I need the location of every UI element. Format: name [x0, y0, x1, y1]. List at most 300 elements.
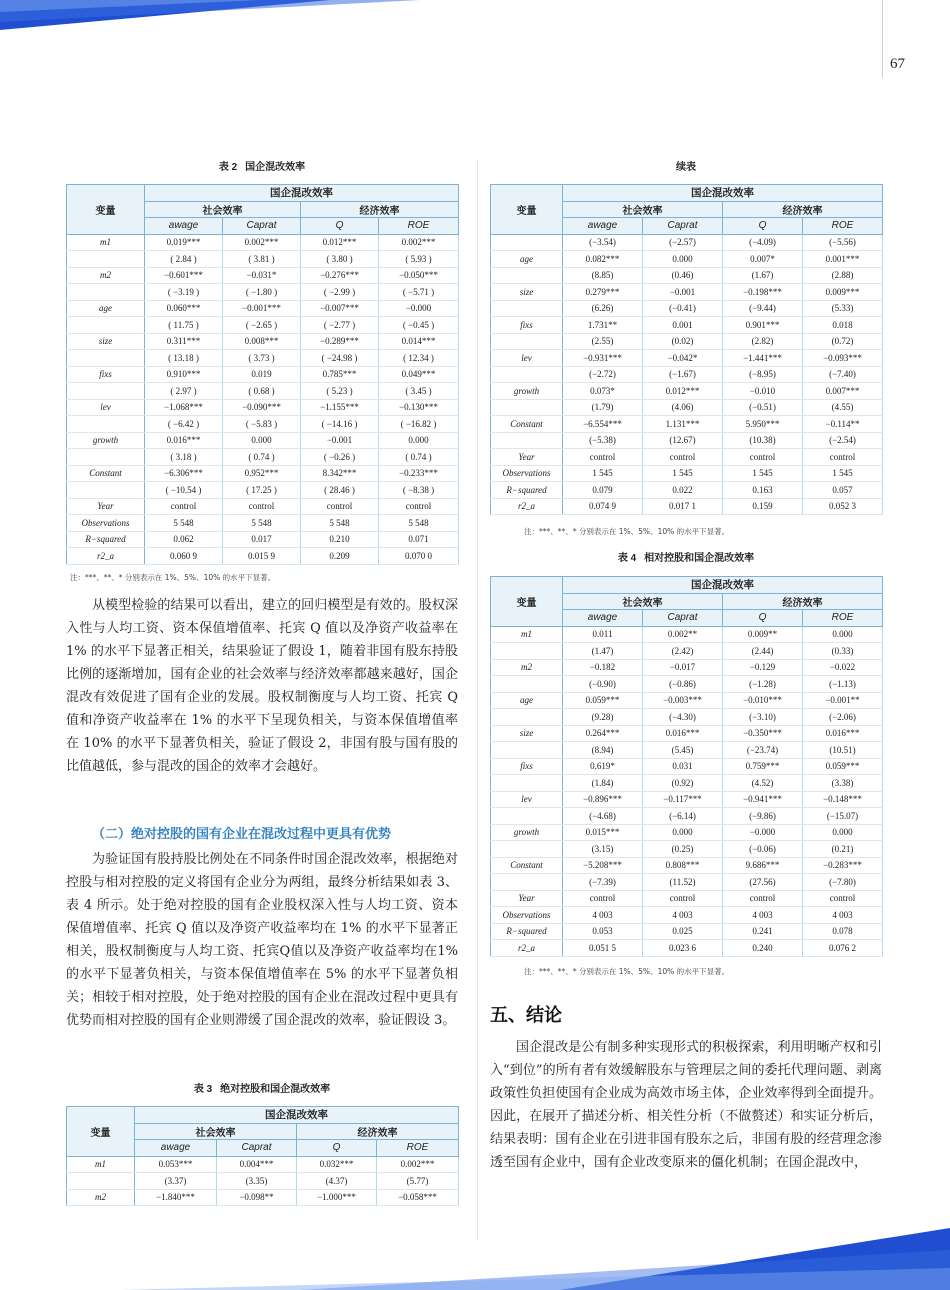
- row-label: [67, 383, 145, 400]
- table-cell: 0.007*: [723, 251, 803, 268]
- row-label: [491, 742, 563, 759]
- table-cell: 0.000: [643, 251, 723, 268]
- table-cell: (0.46): [643, 267, 723, 284]
- row-label: [491, 366, 563, 383]
- table-cell: 1 545: [643, 465, 723, 482]
- table-cell: (−1.67): [643, 366, 723, 383]
- table-cell: 0.311***: [145, 333, 223, 350]
- table-cell: −0.283***: [803, 857, 883, 874]
- table-cell: 0.017: [223, 531, 301, 548]
- table-cell: −0.289***: [301, 333, 379, 350]
- table-cell: control: [803, 449, 883, 466]
- continued-table-title: 续表: [676, 162, 696, 173]
- col-header: Caprat: [223, 218, 301, 235]
- table-cell: 0.209: [301, 548, 379, 565]
- table-cell: 0.000: [379, 432, 459, 449]
- table4-caption: 相对控股和国企混改效率: [644, 553, 755, 564]
- col-header: Caprat: [643, 610, 723, 627]
- table-cell: 0.073*: [563, 383, 643, 400]
- table-cell: −6.554***: [563, 416, 643, 433]
- table-cell: 1.131***: [643, 416, 723, 433]
- table-cell: 0.009**: [723, 626, 803, 643]
- table-row: [491, 857, 883, 874]
- table-cell: ( −16.82 ): [379, 416, 459, 433]
- col-header: Q: [301, 218, 379, 235]
- table-cell: 0.002***: [379, 234, 459, 251]
- table-cell: 0.052 3: [803, 498, 883, 515]
- table-cell: −0.129: [723, 659, 803, 676]
- table-cell: −0.896***: [563, 791, 643, 808]
- table-cell: (−0.86): [643, 676, 723, 693]
- table-cell: ( −0.45 ): [379, 317, 459, 334]
- table-cell: 0.009***: [803, 284, 883, 301]
- table-cell: 1 545: [803, 465, 883, 482]
- table-cell: 0.163: [723, 482, 803, 499]
- table2-label: 表 2: [218, 162, 238, 173]
- table-row: [491, 709, 883, 726]
- table-cell: 0.910***: [145, 366, 223, 383]
- table-row: [491, 824, 883, 841]
- table-cell: ( −5.71 ): [379, 284, 459, 301]
- row-label: fixs: [67, 366, 145, 383]
- table-cell: (27.56): [723, 874, 803, 891]
- row-label: [491, 267, 563, 284]
- table-cell: 0.000: [223, 432, 301, 449]
- table-cell: 0.016***: [803, 725, 883, 742]
- table-row: [491, 758, 883, 775]
- table-cell: (−1.28): [723, 676, 803, 693]
- table-cell: −1.840***: [135, 1189, 217, 1206]
- table-cell: (−0.06): [723, 841, 803, 858]
- row-label: Observations: [67, 515, 145, 532]
- table-row: [67, 548, 459, 565]
- row-label: growth: [491, 383, 563, 400]
- table-cell: (1.84): [563, 775, 643, 792]
- table-cell: 0.785***: [301, 366, 379, 383]
- table-cell: 0.808***: [643, 857, 723, 874]
- table-row: [491, 333, 883, 350]
- table-cell: 0.011: [563, 626, 643, 643]
- table-cell: (−7.39): [563, 874, 643, 891]
- table-cell: 0.070 0: [379, 548, 459, 565]
- group-header: 国企混改效率: [135, 1107, 459, 1124]
- table-cell: −0.001***: [223, 300, 301, 317]
- table-row: [491, 659, 883, 676]
- table-row: [491, 874, 883, 891]
- table-cell: 0.012***: [301, 234, 379, 251]
- row-label: Year: [67, 498, 145, 515]
- body-paragraph-3: [490, 1036, 882, 1174]
- table-cell: 0.076 2: [803, 940, 883, 957]
- table-cell: (10.38): [723, 432, 803, 449]
- table-cell: ( 3.80 ): [301, 251, 379, 268]
- table-row: [67, 284, 459, 301]
- table-row: [67, 399, 459, 416]
- col-header: awage: [135, 1140, 217, 1157]
- table-cell: (−7.40): [803, 366, 883, 383]
- col-header: Q: [297, 1140, 377, 1157]
- table-cell: 0.014***: [379, 333, 459, 350]
- table-cell: 0.279***: [563, 284, 643, 301]
- table4-label: 表 4: [617, 553, 637, 564]
- table-cell: (0.72): [803, 333, 883, 350]
- row-label: [491, 709, 563, 726]
- table-row: [67, 300, 459, 317]
- table-cell: 0.023 6: [643, 940, 723, 957]
- table-cell: −0.017: [643, 659, 723, 676]
- table-cell: (−0.90): [563, 676, 643, 693]
- economic-header: 经济效率: [297, 1123, 459, 1140]
- table-cell: ( 5.93 ): [379, 251, 459, 268]
- table-cell: (6.26): [563, 300, 643, 317]
- table-cell: 5 548: [379, 515, 459, 532]
- table-cell: ( 0.74 ): [223, 449, 301, 466]
- row-label: Constant: [491, 416, 563, 433]
- table-cell: ( 11.75 ): [145, 317, 223, 334]
- table-cell: (0.02): [643, 333, 723, 350]
- table-row: [67, 465, 459, 482]
- social-header: 社会效率: [563, 593, 723, 610]
- table-cell: −0.058***: [377, 1189, 459, 1206]
- table-cell: (0.21): [803, 841, 883, 858]
- table4: [490, 576, 883, 957]
- table-cell: (5.45): [643, 742, 723, 759]
- table-cell: −0.010***: [723, 692, 803, 709]
- table-cell: (3.15): [563, 841, 643, 858]
- table-row: [67, 350, 459, 367]
- table-cell: 0.007***: [803, 383, 883, 400]
- row-label: m1: [67, 1156, 135, 1173]
- table4-note: 注：***、**、* 分别表示在 1%、5%、10% 的水平下显著。: [524, 967, 730, 976]
- table-cell: 0.074 9: [563, 498, 643, 515]
- table-cell: −0.093***: [803, 350, 883, 367]
- table-cell: ( 2.97 ): [145, 383, 223, 400]
- social-header: 社会效率: [563, 201, 723, 218]
- table-row: [491, 267, 883, 284]
- row-label: fixs: [491, 317, 563, 334]
- row-label: [67, 284, 145, 301]
- continued-table-note: 注：***、**、* 分别表示在 1%、5%、10% 的水平下显著。: [524, 527, 730, 536]
- row-label: [491, 300, 563, 317]
- table-cell: ( −6.42 ): [145, 416, 223, 433]
- row-label: [67, 482, 145, 499]
- body-paragraph-1: [66, 594, 458, 778]
- row-label: r2_a: [491, 940, 563, 957]
- row-label: age: [67, 300, 145, 317]
- paragraph-text: 从模型检验的结果可以看出，建立的回归模型是有效的。股权深入性与人均工资、资本保值增值率、托宾 Q 值以及净资产收益率在 1% 的水平下显著正相关，结果验证了假设 1，随着非国有股东持股比例的逐渐增加，国有企业的社会效率与经济效率都越来越好，国企混改有效促进了国有企业的发展。股权制衡度与人均工资、托宾 Q 值和净资产收益率在 1% 的水平下呈现负相关，与资本保值增值率在 10% 的水平下显著负相关，验证了假设 2，非国有股与国有股的比值越低，参与混改的国企的效率才会越好。: [66, 598, 458, 774]
- var-header: 变量: [491, 577, 563, 627]
- table-cell: ( 3.18 ): [145, 449, 223, 466]
- table-cell: control: [145, 498, 223, 515]
- table-cell: (−9.44): [723, 300, 803, 317]
- row-label: R−squared: [67, 531, 145, 548]
- table-cell: 0.053***: [135, 1156, 217, 1173]
- table-row: [67, 333, 459, 350]
- table-cell: 0.022: [643, 482, 723, 499]
- table-cell: 4 003: [643, 907, 723, 924]
- table-cell: −0.001: [301, 432, 379, 449]
- table-cell: ( −10.54 ): [145, 482, 223, 499]
- col-header: ROE: [803, 610, 883, 627]
- table-row: [491, 234, 883, 251]
- table2-note: 注：***、**、* 分别表示在 1%、5%、10% 的水平下显著。: [70, 573, 276, 582]
- table-row: [491, 791, 883, 808]
- table-cell: (11.52): [643, 874, 723, 891]
- paragraph-text: 国企混改是公有制多种实现形式的积极探索，利用明晰产权和引入“到位”的所有者有效缓解股东与管理层之间的委托代理问题、剥离政策性负担使国有企业成为高效市场主体，企业效率得到全面提升。因此，在展开了描述分析、相关性分析（不做赘述）和实证分析后，结果表明：国有企业在引进非国有股东之后，非国有股的经营理念渗透至国有企业中，国有企业改变原来的僵化机制；在国企混改中，: [490, 1040, 882, 1170]
- table-row: [491, 940, 883, 957]
- table-cell: −5.208***: [563, 857, 643, 874]
- group-header: 国企混改效率: [563, 185, 883, 202]
- table-row: [491, 890, 883, 907]
- row-label: [67, 251, 145, 268]
- table-cell: ( −3.19 ): [145, 284, 223, 301]
- table-cell: control: [563, 890, 643, 907]
- table-cell: 0.015 9: [223, 548, 301, 565]
- table-row: [491, 284, 883, 301]
- table-cell: −1.068***: [145, 399, 223, 416]
- table-cell: 4 003: [723, 907, 803, 924]
- table-cell: 1.731**: [563, 317, 643, 334]
- table-cell: ( 5.23 ): [301, 383, 379, 400]
- table-cell: control: [301, 498, 379, 515]
- table-cell: ( −24.98 ): [301, 350, 379, 367]
- table-cell: (0.25): [643, 841, 723, 858]
- table-cell: 0.057: [803, 482, 883, 499]
- table-cell: 5 548: [223, 515, 301, 532]
- section-heading: 五、结论: [490, 1005, 562, 1025]
- table-cell: (−2.54): [803, 432, 883, 449]
- table-cell: control: [723, 890, 803, 907]
- table-cell: −0.001: [643, 284, 723, 301]
- table-row: [491, 482, 883, 499]
- table-row: [491, 498, 883, 515]
- table-cell: (−6.14): [643, 808, 723, 825]
- table-row: [491, 449, 883, 466]
- table-cell: (1.67): [723, 267, 803, 284]
- row-label: Year: [491, 890, 563, 907]
- table-cell: (−8.95): [723, 366, 803, 383]
- var-header: 变量: [491, 185, 563, 235]
- table-cell: 0.001***: [803, 251, 883, 268]
- table-cell: (−4.30): [643, 709, 723, 726]
- table-row: [491, 692, 883, 709]
- row-label: [67, 1173, 135, 1190]
- table-row: [491, 643, 883, 660]
- table-cell: 0.619*: [563, 758, 643, 775]
- table-cell: −0.042*: [643, 350, 723, 367]
- social-header: 社会效率: [135, 1123, 297, 1140]
- table-cell: (2.88): [803, 267, 883, 284]
- table2-title: [66, 158, 458, 173]
- col-header: ROE: [377, 1140, 459, 1157]
- row-label: size: [491, 284, 563, 301]
- table3-title: [66, 1080, 458, 1095]
- var-header: 变量: [67, 185, 145, 235]
- row-label: [491, 676, 563, 693]
- row-label: m1: [491, 626, 563, 643]
- table-cell: −0.050***: [379, 267, 459, 284]
- table-cell: 0.000: [643, 824, 723, 841]
- table-cell: (4.52): [723, 775, 803, 792]
- table-row: [67, 449, 459, 466]
- table-cell: (−15.07): [803, 808, 883, 825]
- table-cell: (4.06): [643, 399, 723, 416]
- table-cell: 9.686***: [723, 857, 803, 874]
- table-row: [491, 465, 883, 482]
- table-cell: −0.931***: [563, 350, 643, 367]
- economic-header: 经济效率: [723, 593, 883, 610]
- table-cell: (−1.13): [803, 676, 883, 693]
- table-cell: −0.007***: [301, 300, 379, 317]
- row-label: [491, 775, 563, 792]
- table-row: [67, 515, 459, 532]
- top-decoration: [0, 0, 950, 40]
- row-label: [491, 399, 563, 416]
- row-label: [67, 317, 145, 334]
- table-row: [67, 1189, 459, 1206]
- table-cell: 0.062: [145, 531, 223, 548]
- table-cell: −0.130***: [379, 399, 459, 416]
- row-label: [491, 234, 563, 251]
- table-cell: ( 3.45 ): [379, 383, 459, 400]
- table-cell: 0.001: [643, 317, 723, 334]
- table-cell: (−5.38): [563, 432, 643, 449]
- table-cell: (10.51): [803, 742, 883, 759]
- table-cell: ( −2.65 ): [223, 317, 301, 334]
- table-cell: 0.018: [803, 317, 883, 334]
- col-header: Caprat: [643, 218, 723, 235]
- group-header: 国企混改效率: [145, 185, 459, 202]
- table-cell: 4 003: [563, 907, 643, 924]
- table-cell: 0.901***: [723, 317, 803, 334]
- table-cell: 0.051 5: [563, 940, 643, 957]
- column-divider: [477, 160, 478, 1240]
- paragraph-text: 为验证国有股持股比例处在不同条件时国企混改效率，根据绝对控股与相对控股的定义将国有企业分为两组，最终分析结果如表 3、表 4 所示。处于绝对控股的国有企业股权深入性与人均工资、资本保值增值率、托宾 Q 值以及净资产收益率均在 1% 的水平下显著正相关，股权制衡度与人均工资、托宾Q值以及净资产收益率均在1%的水平下显著负相关，与资本保值增值率在 5% 的水平下显著负相关；相较于相对控股，处于绝对控股的国有企业在混改过程中更具有优势而相对控股的国有企业则滞缓了国企混改的效率，验证假设 3。: [66, 852, 458, 1028]
- col-header: Q: [723, 218, 803, 235]
- table-row: [67, 531, 459, 548]
- table-cell: −1.000***: [297, 1189, 377, 1206]
- table-cell: 0.210: [301, 531, 379, 548]
- table-cell: (−4.68): [563, 808, 643, 825]
- table-cell: ( 0.74 ): [379, 449, 459, 466]
- table-cell: (3.38): [803, 775, 883, 792]
- row-label: fixs: [491, 758, 563, 775]
- table-cell: 0.071: [379, 531, 459, 548]
- table-cell: −0.000: [379, 300, 459, 317]
- table-cell: control: [379, 498, 459, 515]
- table-cell: −0.601***: [145, 267, 223, 284]
- table-cell: 0.017 1: [643, 498, 723, 515]
- table-row: [67, 267, 459, 284]
- table-cell: (3.35): [217, 1173, 297, 1190]
- table-cell: 0.012***: [643, 383, 723, 400]
- row-label: Observations: [491, 907, 563, 924]
- table-cell: −0.098**: [217, 1189, 297, 1206]
- row-label: Constant: [67, 465, 145, 482]
- row-label: m2: [67, 267, 145, 284]
- table-cell: 0.159: [723, 498, 803, 515]
- table-cell: ( −2.77 ): [301, 317, 379, 334]
- table-cell: 0.031: [643, 758, 723, 775]
- subsection-heading: （二）绝对控股的国有企业在混改过程中更具有优势: [92, 826, 392, 841]
- table-cell: (4.55): [803, 399, 883, 416]
- table-row: [67, 482, 459, 499]
- table-cell: −0.001**: [803, 692, 883, 709]
- table-cell: 0.079: [563, 482, 643, 499]
- table2-caption: 国企混改效率: [245, 162, 306, 173]
- table-cell: 0.025: [643, 923, 723, 940]
- table-cell: (0.33): [803, 643, 883, 660]
- table-cell: −0.031*: [223, 267, 301, 284]
- table-cell: ( 28.46 ): [301, 482, 379, 499]
- table-cell: 4 003: [803, 907, 883, 924]
- col-header: awage: [145, 218, 223, 235]
- row-label: m2: [491, 659, 563, 676]
- table-cell: (−4.09): [723, 234, 803, 251]
- table-cell: (−2.72): [563, 366, 643, 383]
- table-cell: ( −2.99 ): [301, 284, 379, 301]
- row-label: lev: [491, 791, 563, 808]
- table-cell: ( 17.25 ): [223, 482, 301, 499]
- economic-header: 经济效率: [723, 201, 883, 218]
- table-cell: 0.019: [223, 366, 301, 383]
- table-cell: (4.37): [297, 1173, 377, 1190]
- table-cell: (−0.51): [723, 399, 803, 416]
- table-cell: −0.090***: [223, 399, 301, 416]
- body-paragraph-2: [66, 848, 458, 1032]
- table3-label: 表 3: [193, 1084, 213, 1095]
- row-label: R−squared: [491, 482, 563, 499]
- row-label: Observations: [491, 465, 563, 482]
- table-row: [491, 317, 883, 334]
- table-cell: ( −14.16 ): [301, 416, 379, 433]
- table-cell: (8.94): [563, 742, 643, 759]
- table-cell: ( 13.18 ): [145, 350, 223, 367]
- row-label: growth: [491, 824, 563, 841]
- page-number-rule: [882, 0, 883, 78]
- table-row: [67, 251, 459, 268]
- table-cell: (2.82): [723, 333, 803, 350]
- table-cell: control: [643, 449, 723, 466]
- table-cell: 0.008***: [223, 333, 301, 350]
- table-cell: 0.060***: [145, 300, 223, 317]
- table-cell: −0.941***: [723, 791, 803, 808]
- table-cell: 0.264***: [563, 725, 643, 742]
- table-row: [67, 234, 459, 251]
- table-row: [67, 383, 459, 400]
- table-cell: −0.350***: [723, 725, 803, 742]
- table-cell: (5.77): [377, 1173, 459, 1190]
- table-cell: −6.306***: [145, 465, 223, 482]
- table-cell: 0.000: [803, 824, 883, 841]
- economic-header: 经济效率: [301, 201, 459, 218]
- table-cell: ( −1.80 ): [223, 284, 301, 301]
- table-cell: −0.003***: [643, 692, 723, 709]
- row-label: [491, 808, 563, 825]
- table-cell: −1.155***: [301, 399, 379, 416]
- table-cell: 0.002**: [643, 626, 723, 643]
- table-cell: (3.37): [135, 1173, 217, 1190]
- table-row: [491, 251, 883, 268]
- table-cell: 0.016***: [145, 432, 223, 449]
- table-row: [491, 626, 883, 643]
- table-row: [491, 399, 883, 416]
- col-header: awage: [563, 218, 643, 235]
- table-cell: (2.42): [643, 643, 723, 660]
- table-cell: −0.233***: [379, 465, 459, 482]
- table-cell: ( 2.84 ): [145, 251, 223, 268]
- table-cell: (−3.10): [723, 709, 803, 726]
